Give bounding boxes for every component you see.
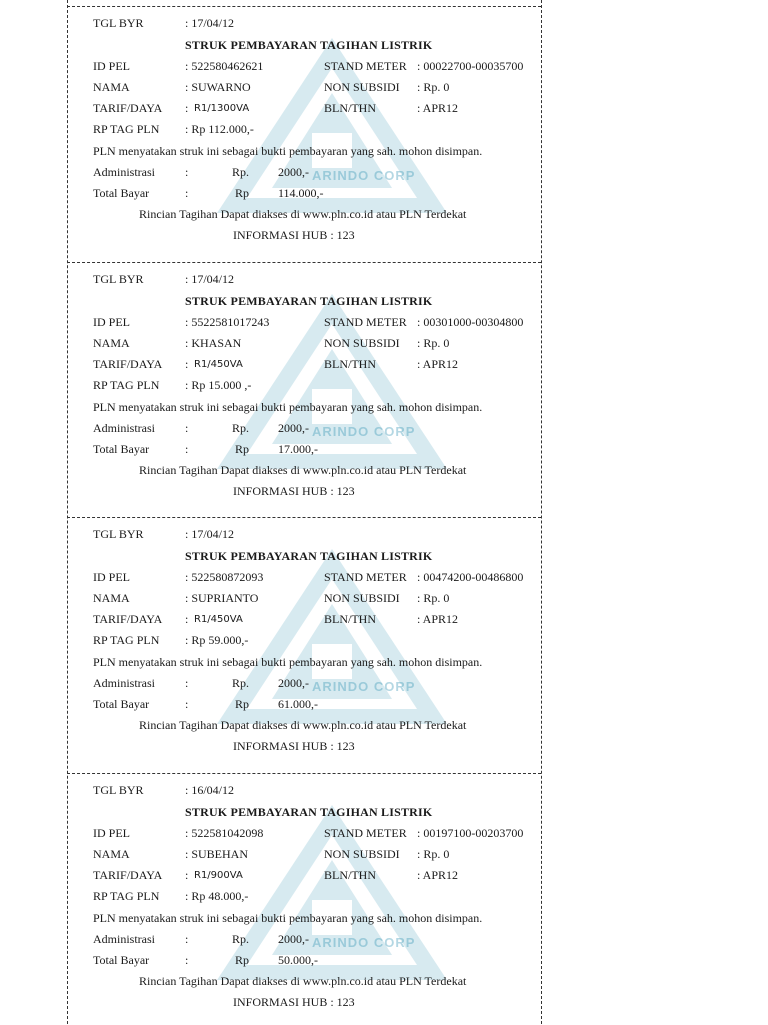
- total-amount: 50.000,-: [278, 953, 318, 967]
- rp-tag-label: RP TAG PLN: [93, 633, 160, 647]
- tear-line: [67, 773, 541, 774]
- bln-thn-label: BLN/THN: [324, 357, 376, 371]
- receipt-1: [67, 8, 541, 258]
- rp-tag-value: : Rp 15.000 ,-: [185, 378, 252, 392]
- tgl-label: TGL BYR: [93, 783, 144, 797]
- total-rp: Rp: [235, 697, 250, 711]
- non-subsidi-value: : Rp. 0: [417, 591, 450, 605]
- total-colon: :: [185, 953, 189, 967]
- right-cut-line: [541, 0, 542, 1024]
- rp-tag-label: RP TAG PLN: [93, 378, 160, 392]
- stand-meter-label: STAND METER: [324, 570, 407, 584]
- total-rp: Rp: [235, 186, 250, 200]
- tear-line: [67, 6, 541, 7]
- admin-amount: 2000,-: [278, 932, 309, 946]
- admin-amount: 2000,-: [278, 676, 309, 690]
- bln-thn-label: BLN/THN: [324, 612, 376, 626]
- id-pel-value: : 522580462621: [185, 59, 264, 73]
- receipt-title: STRUK PEMBAYARAN TAGIHAN LISTRIK: [185, 294, 433, 308]
- id-pel-label: ID PEL: [93, 315, 130, 329]
- statement-text: PLN menyatakan struk ini sebagai bukti pembayaran yang sah. mohon disimpan.: [93, 400, 483, 414]
- tarif-label: TARIF/DAYA: [93, 357, 163, 371]
- statement-text: PLN menyatakan struk ini sebagai bukti pembayaran yang sah. mohon disimpan.: [93, 911, 483, 925]
- rincian-text: Rincian Tagihan Dapat diakses di www.pln.co.id atau PLN Terdekat: [139, 207, 467, 221]
- id-pel-value: : 522580872093: [185, 570, 264, 584]
- non-subsidi-label: NON SUBSIDI: [324, 80, 400, 94]
- admin-amount: 2000,-: [278, 165, 309, 179]
- info-text: INFORMASI HUB : 123: [233, 995, 355, 1009]
- total-label: Total Bayar: [93, 953, 150, 967]
- bln-thn-value: : APR12: [417, 612, 459, 626]
- nama-label: NAMA: [93, 847, 130, 861]
- total-label: Total Bayar: [93, 186, 150, 200]
- admin-colon: :: [185, 932, 189, 946]
- tear-line: [67, 517, 541, 518]
- admin-amount: 2000,-: [278, 421, 309, 435]
- nama-value: : KHASAN: [185, 336, 242, 350]
- nama-value: : SUPRIANTO: [185, 591, 259, 605]
- bln-thn-value: : APR12: [417, 101, 459, 115]
- tarif-value: R1/900VA: [194, 870, 243, 881]
- tarif-colon: :: [185, 101, 189, 115]
- non-subsidi-value: : Rp. 0: [417, 336, 450, 350]
- bln-thn-value: : APR12: [417, 868, 459, 882]
- admin-label: Administrasi: [93, 165, 155, 179]
- bln-thn-value: : APR12: [417, 357, 459, 371]
- tgl-label: TGL BYR: [93, 272, 144, 286]
- info-text: INFORMASI HUB : 123: [233, 739, 355, 753]
- id-pel-value: : 522581042098: [185, 826, 264, 840]
- rp-tag-label: RP TAG PLN: [93, 889, 160, 903]
- id-pel-value: : 5522581017243: [185, 315, 270, 329]
- stand-meter-value: : 00301000-00304800: [417, 315, 524, 329]
- receipt-3: [67, 519, 541, 769]
- tarif-colon: :: [185, 357, 189, 371]
- stand-meter-value: : 00022700-00035700: [417, 59, 524, 73]
- admin-rp: Rp.: [232, 676, 250, 690]
- info-text: INFORMASI HUB : 123: [233, 228, 355, 242]
- id-pel-label: ID PEL: [93, 826, 130, 840]
- tarif-colon: :: [185, 868, 189, 882]
- tarif-label: TARIF/DAYA: [93, 868, 163, 882]
- total-colon: :: [185, 186, 189, 200]
- rp-tag-value: : Rp 48.000,-: [185, 889, 249, 903]
- stand-meter-label: STAND METER: [324, 826, 407, 840]
- total-amount: 17.000,-: [278, 442, 318, 456]
- receipt-title: STRUK PEMBAYARAN TAGIHAN LISTRIK: [185, 38, 433, 52]
- payment-date: : 17/04/12: [185, 272, 235, 286]
- admin-colon: :: [185, 676, 189, 690]
- total-rp: Rp: [235, 953, 250, 967]
- id-pel-label: ID PEL: [93, 570, 130, 584]
- stand-meter-value: : 00474200-00486800: [417, 570, 524, 584]
- non-subsidi-label: NON SUBSIDI: [324, 847, 400, 861]
- tarif-label: TARIF/DAYA: [93, 101, 163, 115]
- admin-rp: Rp.: [232, 932, 250, 946]
- rincian-text: Rincian Tagihan Dapat diakses di www.pln.co.id atau PLN Terdekat: [139, 974, 467, 988]
- nama-label: NAMA: [93, 80, 130, 94]
- tear-line: [67, 262, 541, 263]
- statement-text: PLN menyatakan struk ini sebagai bukti pembayaran yang sah. mohon disimpan.: [93, 144, 483, 158]
- watermark-text: ARINDO CORP: [312, 424, 416, 439]
- payment-date: : 17/04/12: [185, 527, 235, 541]
- non-subsidi-label: NON SUBSIDI: [324, 591, 400, 605]
- bln-thn-label: BLN/THN: [324, 101, 376, 115]
- admin-colon: :: [185, 165, 189, 179]
- rp-tag-value: : Rp 59.000,-: [185, 633, 249, 647]
- rincian-text: Rincian Tagihan Dapat diakses di www.pln.co.id atau PLN Terdekat: [139, 718, 467, 732]
- receipt-title: STRUK PEMBAYARAN TAGIHAN LISTRIK: [185, 805, 433, 819]
- nama-label: NAMA: [93, 336, 130, 350]
- payment-date: : 17/04/12: [185, 16, 235, 30]
- tarif-value: R1/450VA: [194, 614, 243, 625]
- payment-date: : 16/04/12: [185, 783, 235, 797]
- nama-value: : SUWARNO: [185, 80, 251, 94]
- receipt-4: [67, 775, 541, 1025]
- total-amount: 114.000,-: [278, 186, 324, 200]
- watermark-text: ARINDO CORP: [312, 935, 416, 950]
- total-colon: :: [185, 442, 189, 456]
- stand-meter-value: : 00197100-00203700: [417, 826, 524, 840]
- receipt-2: [67, 264, 541, 514]
- admin-colon: :: [185, 421, 189, 435]
- admin-rp: Rp.: [232, 421, 250, 435]
- statement-text: PLN menyatakan struk ini sebagai bukti pembayaran yang sah. mohon disimpan.: [93, 655, 483, 669]
- non-subsidi-value: : Rp. 0: [417, 847, 450, 861]
- total-rp: Rp: [235, 442, 250, 456]
- rincian-text: Rincian Tagihan Dapat diakses di www.pln.co.id atau PLN Terdekat: [139, 463, 467, 477]
- admin-label: Administrasi: [93, 676, 155, 690]
- nama-label: NAMA: [93, 591, 130, 605]
- rp-tag-label: RP TAG PLN: [93, 122, 160, 136]
- total-colon: :: [185, 697, 189, 711]
- tgl-label: TGL BYR: [93, 16, 144, 30]
- stand-meter-label: STAND METER: [324, 315, 407, 329]
- receipt-title: STRUK PEMBAYARAN TAGIHAN LISTRIK: [185, 549, 433, 563]
- admin-rp: Rp.: [232, 165, 250, 179]
- watermark-text: ARINDO CORP: [312, 168, 416, 183]
- non-subsidi-label: NON SUBSIDI: [324, 336, 400, 350]
- total-label: Total Bayar: [93, 442, 150, 456]
- total-label: Total Bayar: [93, 697, 150, 711]
- non-subsidi-value: : Rp. 0: [417, 80, 450, 94]
- tarif-label: TARIF/DAYA: [93, 612, 163, 626]
- tarif-colon: :: [185, 612, 189, 626]
- watermark-text: ARINDO CORP: [312, 679, 416, 694]
- id-pel-label: ID PEL: [93, 59, 130, 73]
- stand-meter-label: STAND METER: [324, 59, 407, 73]
- admin-label: Administrasi: [93, 421, 155, 435]
- admin-label: Administrasi: [93, 932, 155, 946]
- bln-thn-label: BLN/THN: [324, 868, 376, 882]
- tgl-label: TGL BYR: [93, 527, 144, 541]
- nama-value: : SUBEHAN: [185, 847, 249, 861]
- total-amount: 61.000,-: [278, 697, 318, 711]
- info-text: INFORMASI HUB : 123: [233, 484, 355, 498]
- rp-tag-value: : Rp 112.000,-: [185, 122, 254, 136]
- tarif-value: R1/450VA: [194, 359, 243, 370]
- tarif-value: R1/1300VA: [194, 103, 250, 114]
